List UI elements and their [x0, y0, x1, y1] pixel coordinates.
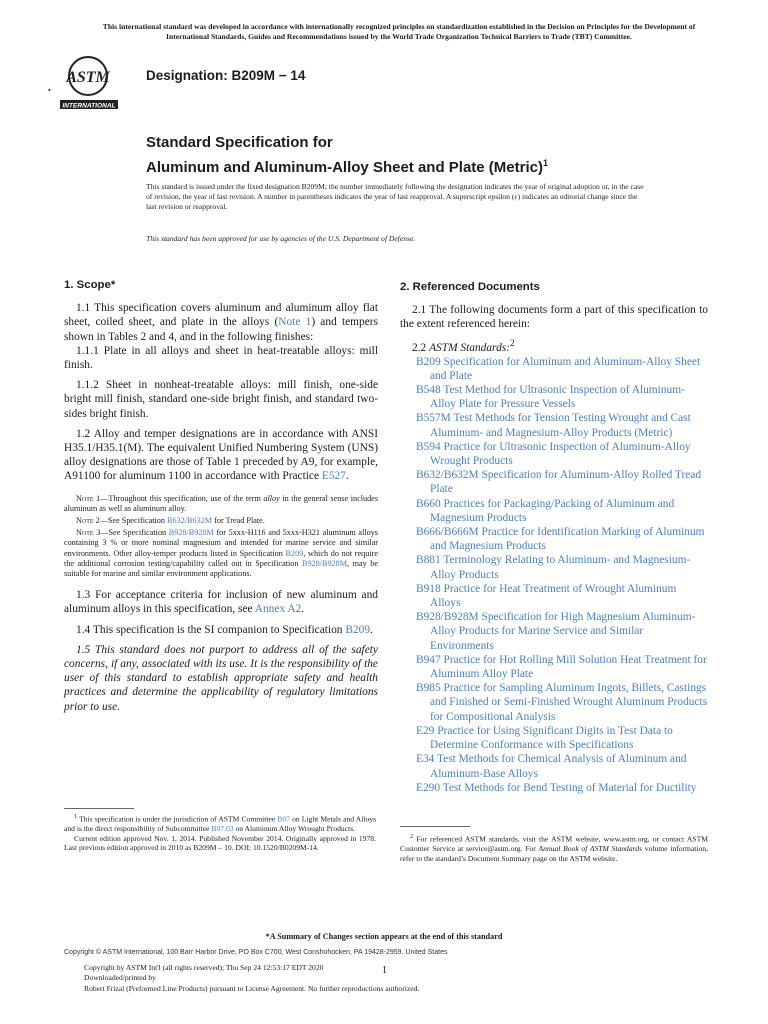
scope-heading: 1. Scope*	[64, 279, 116, 291]
b07-link[interactable]: B07	[277, 814, 290, 824]
reference-code-link[interactable]: B918	[416, 582, 441, 595]
reference-code-link[interactable]: B548	[416, 384, 441, 397]
reference-title[interactable]: Practice for Ultrasonic Inspection of Aluminum-Alloy Wrought Products	[430, 440, 691, 468]
footnote-1-edition: Current edition approved Nov. 1, 2014. Published November 2014. Originally approved in 1978. Last previous edition approved in 2010 as B209M – 10. DOI: 10.1520/B0209M-14.	[64, 833, 376, 853]
reference-code-link[interactable]: B985	[416, 682, 441, 695]
copyright-line: Copyright © ASTM International, 100 Barr Harbor Drive, PO Box C700, West Conshohocken, PA 19428-2959. United States	[64, 949, 448, 956]
reference-item[interactable]	[408, 781, 708, 795]
reference-title[interactable]: Specification for Aluminum and Aluminum-Alloy Sheet and Plate	[430, 355, 701, 382]
reference-code-link[interactable]: E290	[416, 781, 441, 794]
license-line-2: Downloaded/printed by	[84, 973, 156, 982]
e527-link[interactable]: E527	[321, 470, 346, 483]
reference-item[interactable]	[408, 411, 708, 439]
svg-text:INTERNATIONAL: INTERNATIONAL	[62, 102, 116, 110]
reference-code-link[interactable]: B594	[416, 440, 441, 453]
b928-link[interactable]: B928/B928M	[301, 558, 348, 568]
reference-item[interactable]	[408, 355, 708, 383]
reference-title[interactable]: Specification for High Magnesium Aluminum-Alloy Products for Marine Service and Similar Environments	[430, 611, 696, 652]
note-1-link[interactable]: Note 1	[278, 316, 312, 329]
reference-item[interactable]	[408, 383, 708, 411]
note-3: Note 3—See Specification B928/B928M for 5xxx-H116 and 5xxx-H321 aluminum alloys containing 3 % or more nominal magnesium and intended for marine service and similar environments. Other alloy-temper products listed in Specification B209, which do not require the additional corrosion testing/capability called out in Specification B928/B928M, may be suitable for marine and similar environment applications.	[64, 528, 378, 579]
reference-title[interactable]: Test Method for Ultrasonic Inspection of Aluminum-Alloy Plate for Pressure Vessels	[430, 384, 685, 411]
reference-item[interactable]	[408, 681, 708, 724]
intro-statement: This international standard was developed in accordance with internationally recognized principles on standardization established in the Decision on Principles for the Development of International Standards, Guides and Recommendations issued by the World Trade Organization Technical Barriers to Trade (TBT) Committee.	[102, 22, 696, 41]
reference-code-link[interactable]: B947	[416, 653, 441, 666]
para-1-5: 1.5 This standard does not purport to address all of the safety concerns, if any, associated with its use. It is the responsibility of the user of this standard to establish appropriate safety and health practices and determine the applicability of regulatory limitations prior to use.	[64, 643, 378, 713]
license-info	[84, 963, 323, 983]
note-2: Note 2—See Specification B632/B632M for Tread Plate.	[76, 516, 265, 526]
reference-title[interactable]: Practices for Packaging/Packing of Aluminum and Magnesium Products	[430, 497, 675, 524]
title-line-2: Aluminum and Aluminum-Alloy Sheet and Plate (Metric)$^1$	[146, 158, 548, 176]
reference-code-link[interactable]: B928/B928M	[416, 611, 479, 624]
footnote-rule	[64, 808, 134, 809]
astm-standards-list	[400, 355, 708, 795]
para-1-1-2: 1.1.2 Sheet in nonheat-treatable alloys: mill finish, one-side bright mill finish, standard one-side bright finish, and standard two-sides bright finish.	[64, 379, 378, 420]
footnote-1-jurisdiction: $^1$ This specification is under the jurisdiction of ASTM Committee B07 on Light Metals and Alloys and is the direct responsibility of Subcommittee B07.03 on Aluminum Alloy Wrought Products.	[64, 813, 376, 834]
para-1-4: 1.4 This specification is the SI companion to Specification B209.	[76, 623, 373, 636]
reference-code-link[interactable]: B881	[416, 554, 441, 567]
reference-title[interactable]: Specification for Aluminum-Alloy Rolled Tread Plate	[430, 469, 702, 496]
reference-code-link[interactable]: E29	[416, 724, 435, 737]
reference-item[interactable]	[408, 653, 708, 681]
reference-title[interactable]: Practice for Identification Marking of Aluminum and Magnesium Products	[430, 526, 705, 553]
reference-code-link[interactable]: B666/B666M	[416, 526, 479, 539]
reference-title[interactable]: Practice for Using Significant Digits in Test Data to Determine Conformance with Specifications	[430, 724, 673, 752]
note-1: Note 1—Throughout this specification, use of the term alloy in the general sense includes aluminum as well as aluminum alloy.	[64, 493, 379, 513]
reference-title[interactable]: Test Methods for Bend Testing of Material for Ductility	[440, 781, 697, 794]
reference-title[interactable]: Practice for Heat Treatment of Wrought Aluminum Alloys	[430, 582, 677, 610]
reference-title[interactable]: Practice for Hot Rolling Mill Solution Heat Treatment for Aluminum Alloy Plate	[430, 653, 707, 681]
reference-code-link[interactable]: B557M	[416, 412, 451, 425]
annex-a2-link[interactable]: Annex A2	[254, 603, 302, 616]
svg-text:ASTM: ASTM	[66, 69, 110, 86]
reference-item[interactable]	[408, 610, 708, 653]
b928-link[interactable]: B928/B928M	[168, 528, 214, 538]
reference-code-link[interactable]: B209	[416, 355, 441, 368]
reference-code-link[interactable]: B660	[416, 497, 441, 510]
b209-link[interactable]: B209	[345, 623, 371, 636]
reference-title[interactable]: Practice for Sampling Aluminum Ingots, Billets, Castings and Finished or Semi-Finished Wrought Aluminum Products for Compositional Analysis	[430, 682, 708, 723]
footnote-rule	[400, 826, 470, 827]
reference-item[interactable]	[408, 724, 708, 752]
summary-of-changes-note: *A Summary of Changes section appears at the end of this standard	[265, 932, 503, 941]
para-1-1-1: 1.1.1 Plate in all alloys and sheet in heat-treatable alloys: mill finish.	[64, 344, 378, 372]
title-footnote-mark: 1	[542, 158, 548, 168]
reference-item[interactable]	[408, 582, 708, 610]
footnote-1	[64, 812, 376, 853]
margin-dot: •	[48, 86, 51, 95]
designation: Designation: B209M − 14	[146, 68, 306, 83]
scope-column	[64, 278, 378, 714]
reference-title[interactable]: Test Methods for Tension Testing Wrought and Cast Aluminum- and Magnesium-Alloy Products (Metric)	[430, 412, 691, 439]
reference-code-link[interactable]: E34	[416, 753, 435, 766]
para-1-1: 1.1 This specification covers aluminum and aluminum alloy flat sheet, coiled sheet, and plate in the alloys (Note 1) and tempers shown in Tables 2 and 4, and in the following finishes:	[64, 302, 379, 343]
para-2-2: 2.2 ASTM Standards:$^2$	[412, 338, 515, 354]
reference-title[interactable]: Terminology Relating to Aluminum- and Magnesium-Alloy Products	[430, 554, 691, 581]
reference-title[interactable]: Test Methods for Chemical Analysis of Aluminum and Aluminum-Base Alloys	[430, 753, 687, 780]
issuance-statement: This standard is issued under the fixed designation B209M; the number immediately following the designation indicates the year of original adoption or, in the case of revision, the year of last revision. A number in parentheses indicates the year of last reapproval. A superscript epsilon (ε) indicates an editorial change since the last revision or reapproval.	[146, 182, 644, 211]
reference-item[interactable]	[408, 525, 708, 553]
refdocs-heading: 2. Referenced Documents	[400, 281, 540, 293]
approval-statement: This standard has been approved for use by agencies of the U.S. Department of Defense.	[146, 234, 416, 243]
footnote-2: $^2$ For referenced ASTM standards, visit the ASTM website, www.astm.org, or contact ASTM Customer Service at service@astm.org. For Annual Book of ASTM Standards volume information, refer to the standard’s Document Summary page on the ASTM website.	[400, 833, 709, 863]
b632-link[interactable]: B632/B632M	[167, 516, 213, 526]
astm-logo-icon	[58, 52, 136, 114]
reference-item[interactable]	[408, 553, 708, 581]
para-1-2: 1.2 Alloy and temper designations are in accordance with ANSI H35.1/H35.1(M). The equivalent Unified Numbering System (UNS) alloy designations are those of Table 1 preceded by A9, for example, A91100 for aluminum 1100 in accordance with Practice E527.	[64, 427, 378, 483]
title-line-1: Standard Specification for	[146, 134, 333, 151]
para-2-1: 2.1 The following documents form a part of this specification to the extent referenced herein:	[400, 304, 708, 331]
license-line-1: Copyright by ASTM Int'l (all rights reserved); Thu Sep 24 12:53:17 EDT 2020	[84, 963, 324, 972]
para-1-3: 1.3 For acceptance criteria for inclusion of new aluminum and aluminum alloys in this specification, see Annex A2.	[64, 589, 378, 616]
reference-item[interactable]	[408, 440, 708, 468]
license-line-3: Robert Frizal (Preformed Line Products) pursuant to License Agreement. No further reproductions authorized.	[84, 984, 420, 993]
page-number: 1	[382, 965, 387, 976]
reference-item[interactable]	[408, 497, 708, 525]
refdocs-column	[400, 280, 708, 795]
b07-03-link[interactable]: B07.03	[211, 824, 234, 834]
reference-item[interactable]	[408, 752, 708, 780]
reference-code-link[interactable]: B632/B632M	[416, 469, 479, 482]
b209-link[interactable]: B209	[285, 548, 304, 558]
reference-item[interactable]	[408, 468, 708, 496]
page-title	[146, 133, 548, 178]
